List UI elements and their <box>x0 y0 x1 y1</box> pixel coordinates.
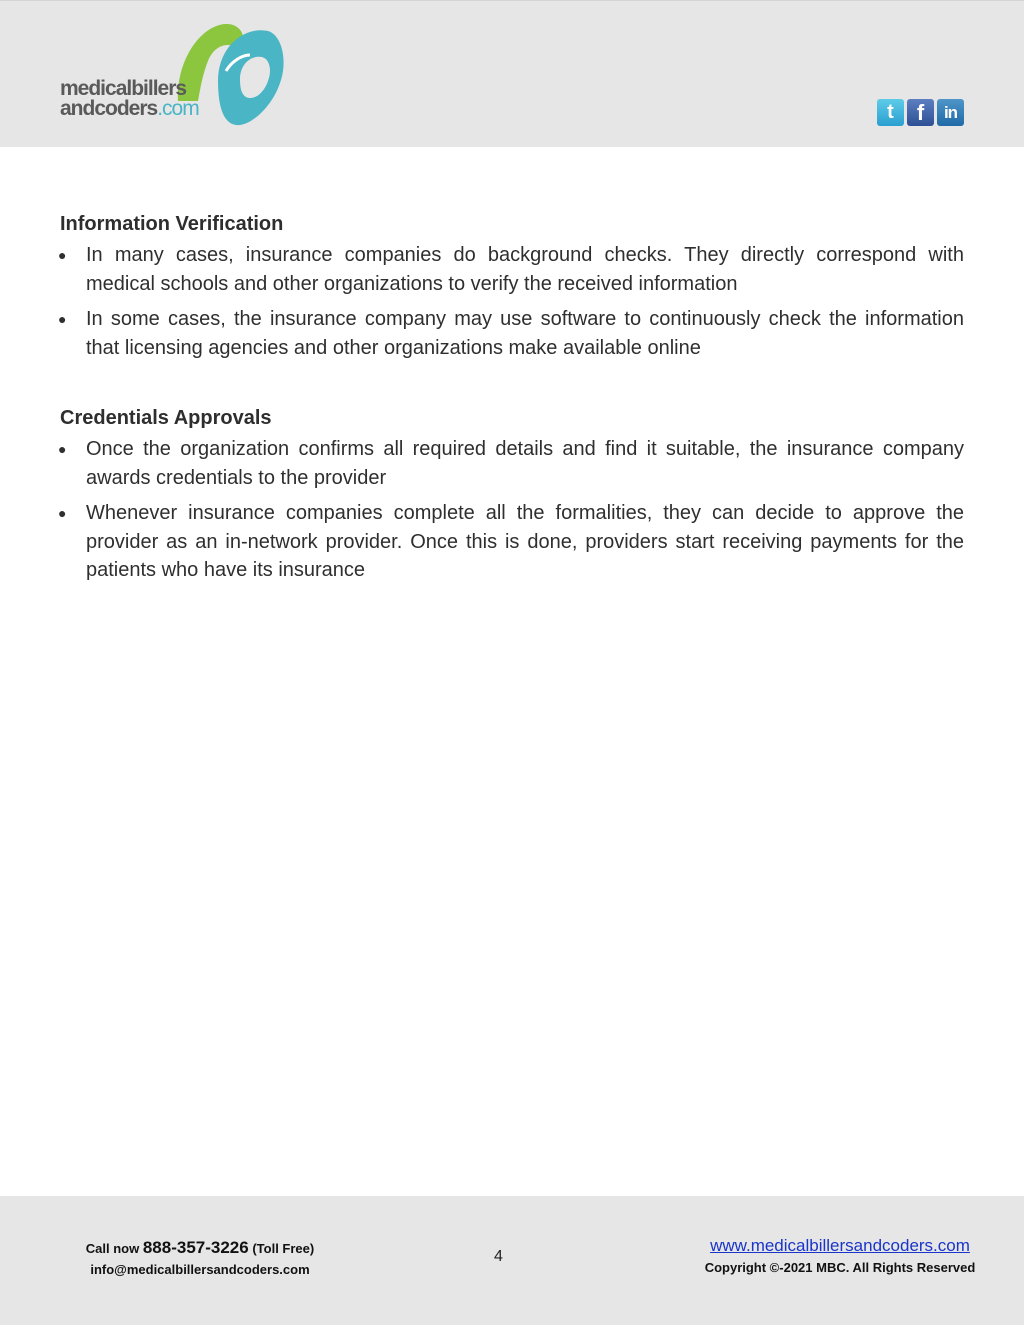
list-item <box>60 241 964 298</box>
website-link[interactable]: www.medicalbillersandcoders.com <box>710 1236 970 1255</box>
page-footer <box>0 1196 1024 1325</box>
facebook-icon[interactable]: f <box>907 99 934 126</box>
footer-contact <box>80 1238 320 1277</box>
bullet-list <box>60 241 964 362</box>
bullet-icon: ● <box>58 311 67 327</box>
list-item-text: In many cases, insurance companies do background checks. They directly correspond with medical schools and other organizations to verify the received information <box>86 244 964 295</box>
list-item-text: In some cases, the insurance company may use software to continuously check the information that licensing agencies and other organizations make available online <box>86 308 964 359</box>
bullet-icon: ● <box>58 441 67 457</box>
logo-text-line2: andcoders <box>60 97 158 120</box>
page-number: 4 <box>494 1248 503 1265</box>
list-item-text: Once the organization confirms all required details and find it suitable, the insurance company awards credentials to the provider <box>86 438 964 489</box>
list-item <box>60 499 964 585</box>
section-credentials-approvals <box>60 401 964 585</box>
bullet-icon: ● <box>58 247 67 263</box>
company-logo[interactable] <box>58 21 298 131</box>
twitter-icon[interactable]: t <box>877 99 904 126</box>
linkedin-icon[interactable]: in <box>937 99 964 126</box>
list-item-text: Whenever insurance companies complete all the formalities, they can decide to approve the provider as an in-network provider. Once this is done, providers start receiving payments for the patients who have its insurance <box>86 502 964 581</box>
section-title: Credentials Approvals <box>60 407 272 429</box>
list-item <box>60 305 964 362</box>
footer-website <box>700 1236 980 1275</box>
section-title: Information Verification <box>60 213 284 235</box>
bullet-icon: ● <box>58 505 67 521</box>
section-information-verification <box>60 207 964 362</box>
page-content <box>60 207 964 592</box>
page-header <box>0 0 1024 147</box>
call-line <box>80 1238 320 1258</box>
phone-number[interactable]: 888-357-3226 <box>142 1238 249 1257</box>
copyright-text: Copyright ©-2021 MBC. All Rights Reserved <box>704 1260 976 1275</box>
email-address[interactable]: info@medicalbillersandcoders.com <box>90 1262 310 1277</box>
logo-wordmark <box>60 79 199 119</box>
toll-free-label: (Toll Free) <box>252 1241 315 1256</box>
social-links <box>877 99 964 126</box>
bullet-list <box>60 435 964 585</box>
call-prefix: Call now <box>85 1241 140 1256</box>
logo-text-line1: medicalbillers <box>60 77 187 100</box>
logo-text-com: .com <box>157 97 199 120</box>
list-item <box>60 435 964 492</box>
